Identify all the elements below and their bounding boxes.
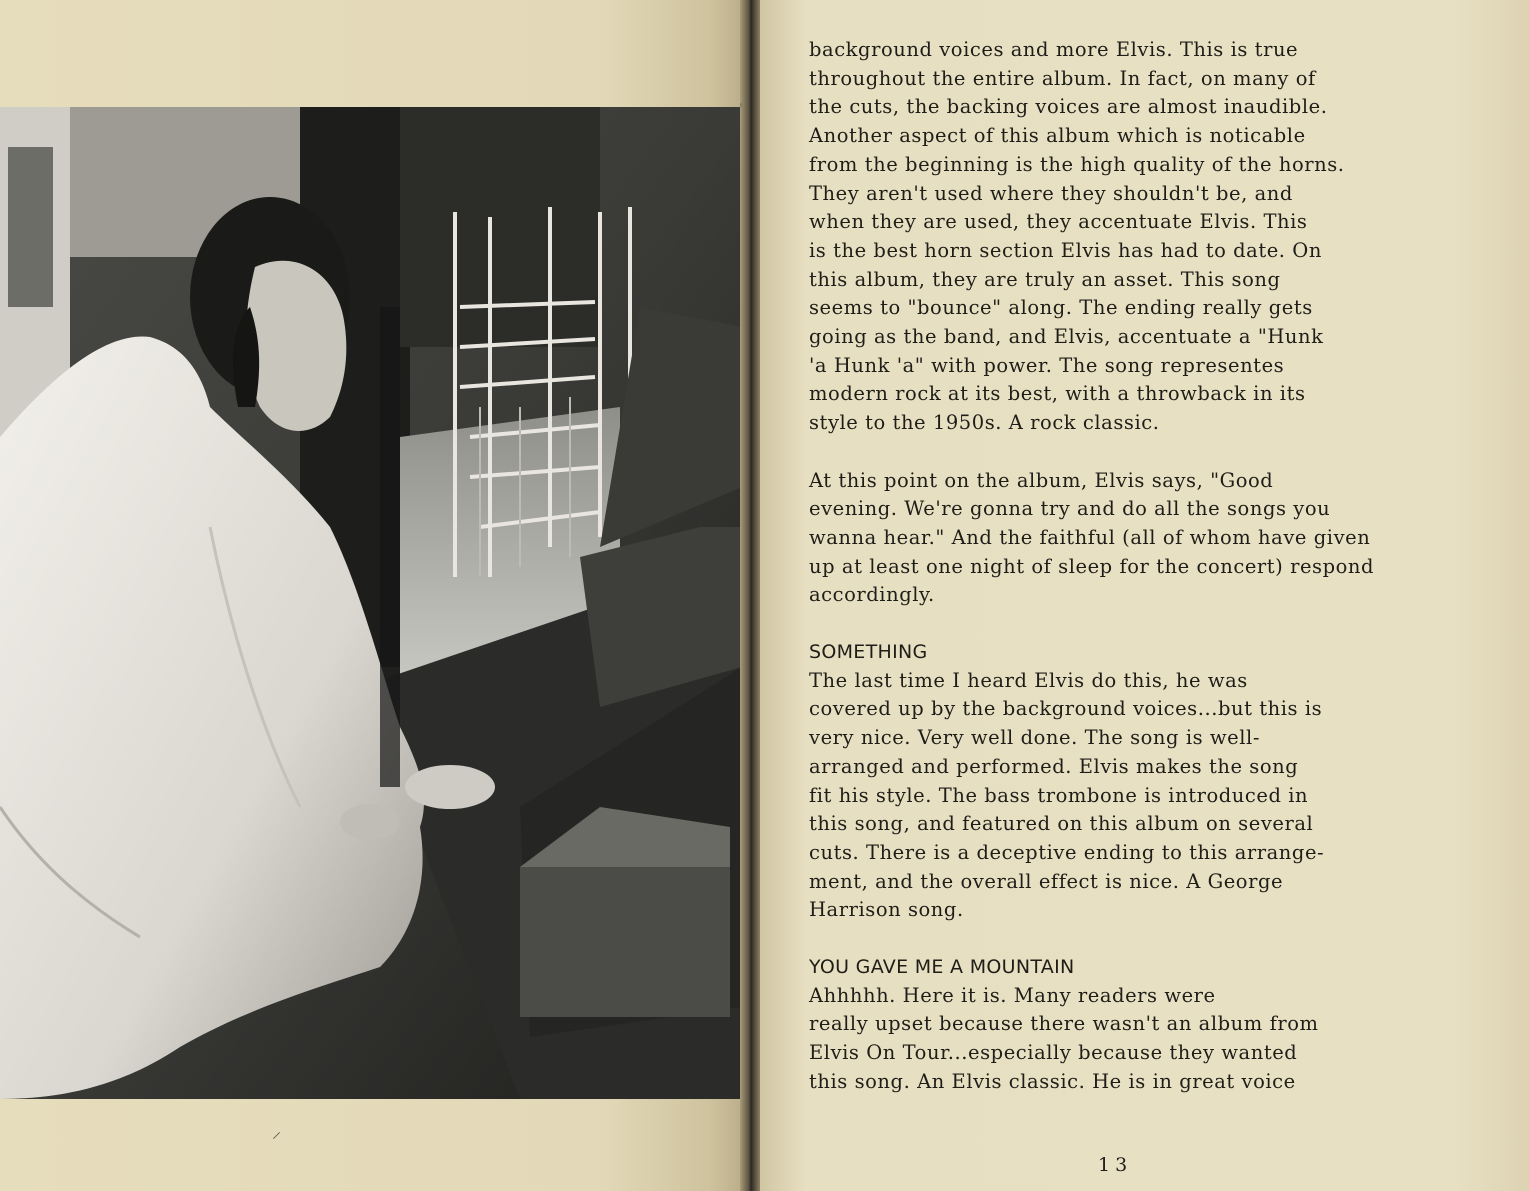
section-heading-something: SOMETHING <box>809 641 928 664</box>
page-number: 13 <box>1098 1154 1133 1176</box>
paragraph-good-evening: At this point on the album, Elvis says, "Good evening. We're gonna try and do all the songs you wanna hear." And the faithful (all of whom have given up at least one night of sleep for the concert) respond accordingly. <box>809 468 1375 607</box>
paper-speck <box>740 103 742 107</box>
section-text-something: The last time I heard Elvis do this, he was covered up by the background voices...but this is very nice. Very well done. The song is well- arranged and performed. Elvis makes the song fit his style. The bass trombone is introduced in this song, and featured on this album on several cuts. There is a deceptive ending to this arrange- ment, and the overall effect is nice. A George Harrison song. <box>809 668 1325 922</box>
paragraph-continued: background voices and more Elvis. This is true throughout the entire album. In fact, on many of the cuts, the backing voices are almost inaudible. Another aspect of this album which is noticable from the beginning is the high quality of the horns. They aren't used where they shouldn't be, and when they are used, they accentuate Elvis. This is the best horn section Elvis has had to date. On this album, they are truly an asset. This song seems to "bounce" along. The ending really gets going as the band, and Elvis, accentuate a "Hunk 'a Hunk 'a" with power. The song representes modern rock at its best, with a throwback in its style to the 1950s. A rock classic. <box>809 38 1345 435</box>
section-text-mountain: Ahhhhh. Here it is. Many readers were really upset because there wasn't an album from Elvis On Tour...especially because they wanted this song. An Elvis classic. He is in great voice <box>809 983 1319 1093</box>
left-page <box>0 0 748 1191</box>
stray-pencil-mark <box>273 1132 280 1139</box>
section-heading-mountain: YOU GAVE ME A MOUNTAIN <box>809 956 1075 979</box>
right-page <box>760 0 1529 1191</box>
book-gutter <box>740 0 760 1191</box>
photo-illustration <box>0 107 742 1099</box>
black-and-white-photo <box>0 107 742 1099</box>
page-text <box>809 36 1509 1097</box>
